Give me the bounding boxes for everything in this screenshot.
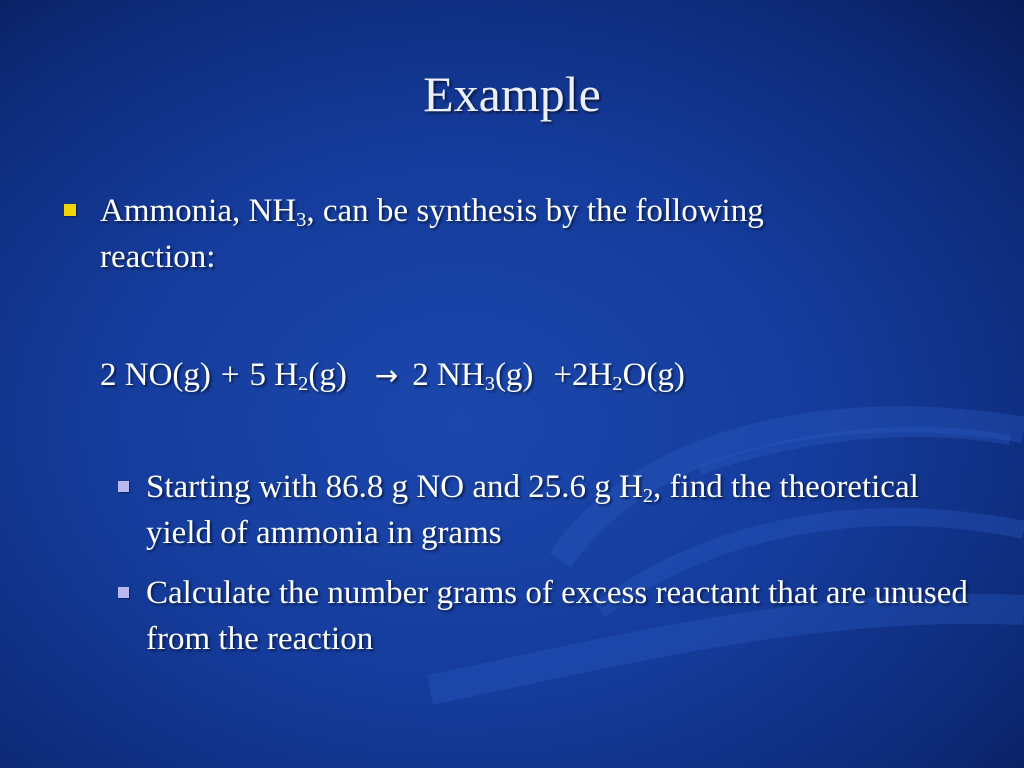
reaction-arrow-icon: →: [374, 359, 399, 392]
product-nh3-coefficient: 2 NH: [412, 357, 485, 393]
bullet-square-icon: [64, 204, 76, 216]
slide-title: Example: [423, 66, 601, 122]
main-bullet-text: [100, 188, 860, 280]
nh3-product-subscript: 3: [484, 373, 495, 396]
sub-bullet-square-icon: [118, 481, 129, 492]
plus-sign-2: +: [553, 357, 573, 393]
product-h2o-lead: 2H: [572, 357, 613, 393]
sub-bullet-1-text: [146, 464, 976, 556]
reactant-no: 2 NO(g): [100, 357, 211, 393]
sub-bullet-1-text-start: Starting with 86.8 g NO and 25.6 g H: [146, 469, 643, 505]
product-nh3-state: (g): [494, 357, 534, 393]
h2o-subscript: 2: [612, 373, 623, 396]
main-bullet-text-end: , can be synthesis by the following reaction:: [100, 193, 764, 275]
sub-bullet-square-icon: [118, 587, 129, 598]
h2-subscript: 2: [298, 373, 309, 396]
main-bullet-text-start: Ammonia, NH: [100, 193, 297, 229]
reactant-h2-state: (g): [308, 357, 347, 393]
sub-bullet-1-text-end: , find the theoretical yield of ammonia in grams: [146, 469, 919, 551]
product-h2o-tail: O(g): [622, 357, 685, 393]
h2-subscript-sub-bullet: 2: [642, 485, 654, 508]
plus-sign: +: [220, 357, 240, 393]
nh3-subscript: 3: [296, 209, 307, 232]
reaction-equation: [100, 352, 920, 399]
sub-bullet-2-text: Calculate the number grams of excess reactant that are unused from the reaction: [146, 575, 968, 657]
reactant-h2-coefficient: 5 H: [249, 357, 299, 393]
